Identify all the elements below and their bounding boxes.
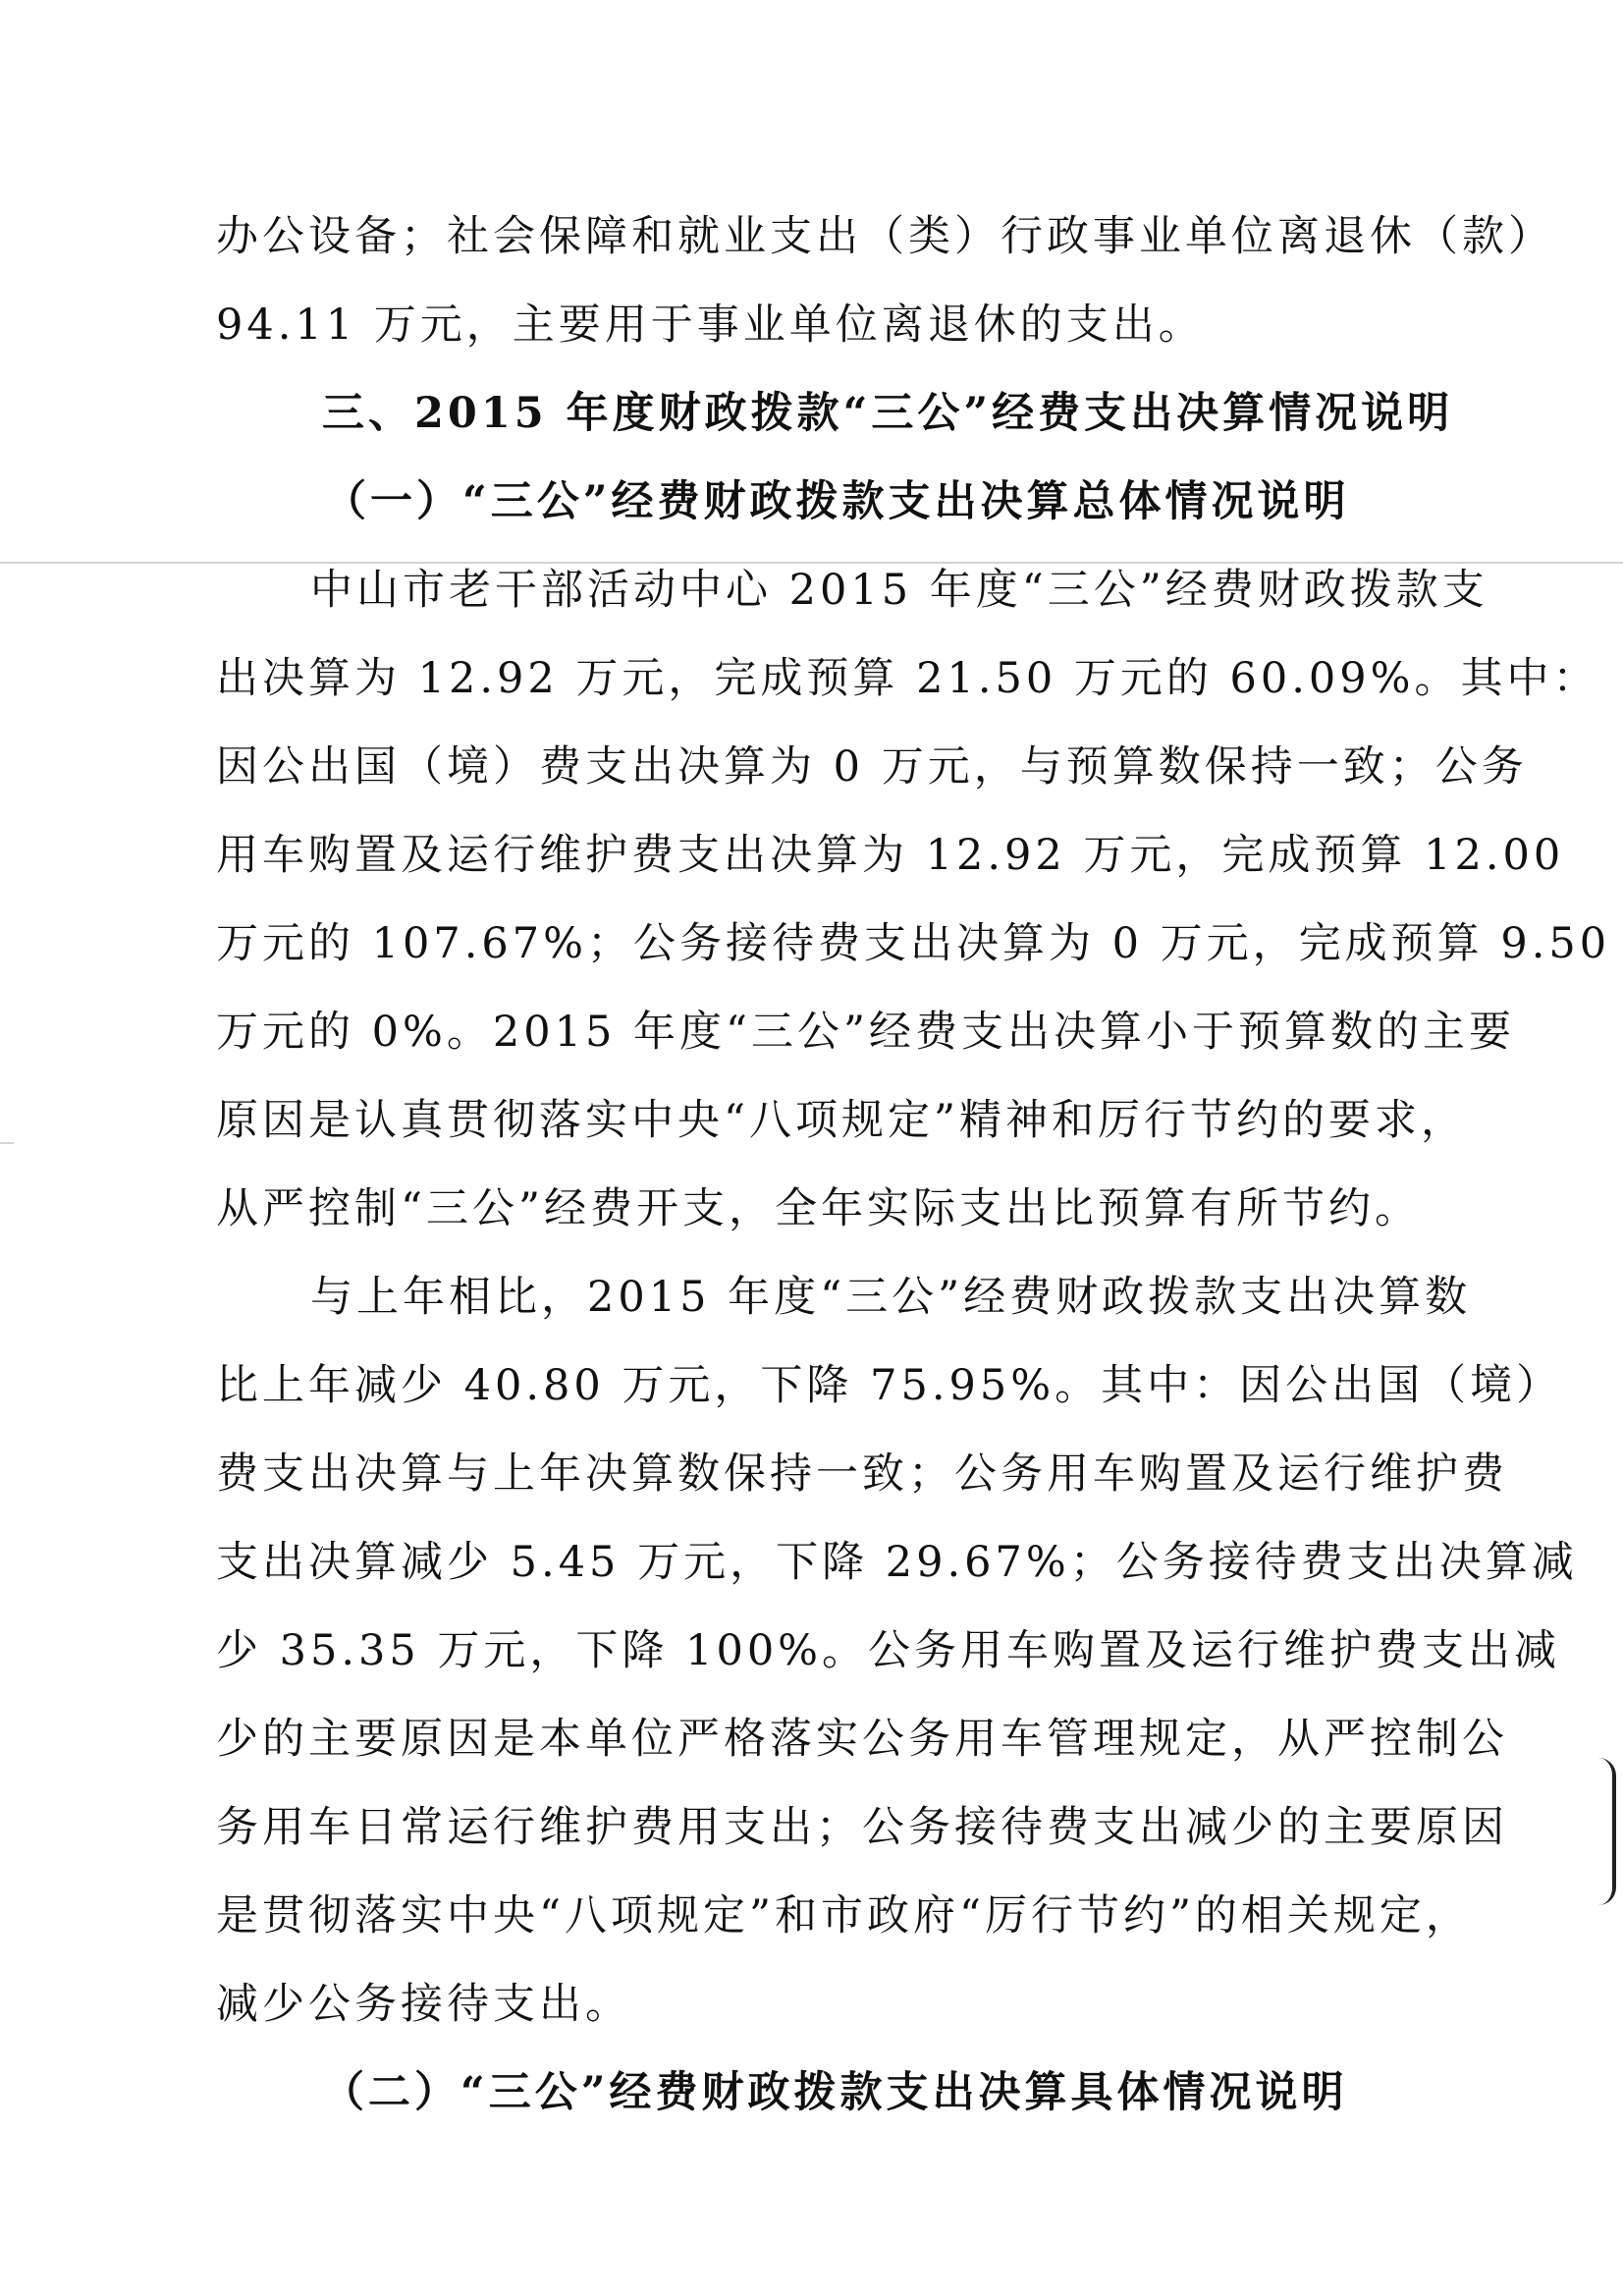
paragraph-line: 万元的 0%。2015 年度“三公”经费支出决算小于预算数的主要 xyxy=(216,1008,1515,1057)
paragraph-line: 万元的 107.67%；公务接待费支出决算为 0 万元，完成预算 9.50 xyxy=(216,919,1611,968)
paragraph-line: 用车购置及运行维护费支出决算为 12.92 万元，完成预算 12.00 xyxy=(216,831,1565,880)
paragraph-line: 支出决算减少 5.45 万元，下降 29.67%；公务接待费支出决算减 xyxy=(216,1538,1578,1587)
paragraph-line: 因公出国（境）费支出决算为 0 万元，与预算数保持一致；公务 xyxy=(216,742,1528,792)
paragraph-line: 费支出决算与上年决算数保持一致；公务用车购置及运行维护费 xyxy=(216,1449,1508,1499)
paragraph-line: 从严控制“三公”经费开支，全年实际支出比预算有所节约。 xyxy=(216,1184,1421,1233)
paragraph-line: 与上年相比，2015 年度“三公”经费财政拨款支出决算数 xyxy=(310,1273,1472,1322)
section-heading: （二）“三公”经费财政拨款支出决算具体情况说明 xyxy=(322,2068,1348,2117)
paragraph-line: 办公设备；社会保障和就业支出（类）行政事业单位离退休（款） xyxy=(216,212,1554,261)
paragraph-line: 少 35.35 万元，下降 100%。公务用车购置及运行维护费支出减 xyxy=(216,1626,1561,1675)
paragraph-line: 94.11 万元，主要用于事业单位离退休的支出。 xyxy=(216,301,1205,350)
scan-noise-dash xyxy=(0,1142,14,1144)
paragraph-line: 少的主要原因是本单位严格落实公务用车管理规定，从严控制公 xyxy=(216,1715,1508,1764)
paragraph-line: 原因是认真贯彻落实中央“八项规定”精神和厉行节约的要求， xyxy=(216,1096,1467,1145)
section-heading: 三、2015 年度财政拨款“三公”经费支出决算情况说明 xyxy=(322,389,1454,438)
paragraph-line: 是贯彻落实中央“八项规定”和市政府“厉行节约”的相关规定， xyxy=(216,1891,1472,1941)
paragraph-line: 比上年减少 40.80 万元，下降 75.95%。其中：因公出国（境） xyxy=(216,1361,1563,1410)
body-text xyxy=(216,192,1611,2137)
paragraph-line: 出决算为 12.92 万元，完成预算 21.50 万元的 60.09%。其中： xyxy=(216,654,1599,703)
paragraph-line: 中山市老干部活动中心 2015 年度“三公”经费财政拨款支 xyxy=(310,566,1488,615)
paragraph-line: 减少公务接待支出。 xyxy=(216,1980,631,2029)
paragraph-line: 务用车日常运行维护费用支出；公务接待费支出减少的主要原因 xyxy=(216,1803,1508,1852)
section-heading: （一）“三公”经费财政拨款支出决算总体情况说明 xyxy=(324,477,1350,526)
binding-bracket-mark xyxy=(1598,1758,1616,1905)
